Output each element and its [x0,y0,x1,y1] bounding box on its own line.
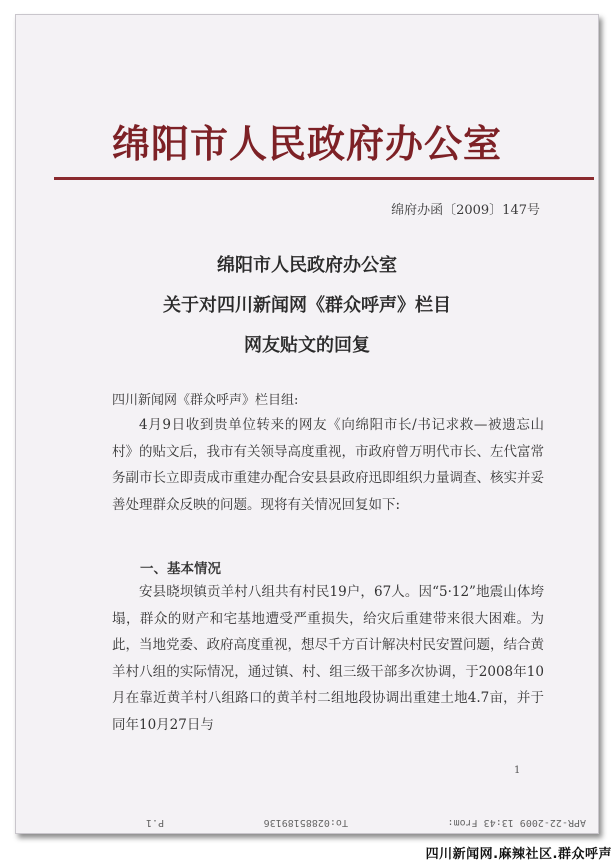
page-mark: 1 [514,765,521,776]
issuer-title: 绵阳市人民政府办公室 [111,122,502,166]
title-divider [54,177,594,180]
document-number: 绵府办函〔2009〕147号 [391,203,540,218]
section-heading-basic: 一、基本情况 [140,561,221,577]
paragraph-basic-situation: 安县晓坝镇贡羊村八组共有村民19户，67人。因“5·12”地震山体垮塌，群众的财产和宅基地遭受严重损失，给灾后重建带来很大困难。为此，当地党委、政府高度重视，想尽千方百计解决村民安置问题，结合黄羊村八组的实际情况，通过镇、村、组三级干部多次协调，于2008年10月在靠近黄羊村八组路口的黄羊村二组地段协调出重建土地4.7亩，并于同年10月27日与 [112,584,544,733]
subtitle-line-3: 网友贴文的回复 [244,335,370,356]
fax-page: P.1 [146,817,165,828]
subtitle-line-1: 绵阳市人民政府办公室 [217,255,397,276]
paragraph-intro: 4月9日收到贵单位转来的网友《向绵阳市长/书记求救—被遗忘山村》的贴文后，我市有关领导高度重视，市政府曾万明代市长、左代富常务副市长立即责成市重建办配合安县县政府迅即组织力量调查、核实并妥善处理群众反映的问题。现将有关情况回复如下: [112,417,544,513]
subtitle-line-2: 关于对四川新闻网《群众呼声》栏目 [163,295,451,316]
source-watermark: 四川新闻网.麻辣社区.群众呼声 [425,847,612,862]
fax-to-number: To:028851891​36 [263,817,348,828]
fax-date-from: APR-22-2009 13:43 From: [447,817,586,828]
document-page [15,14,599,834]
salutation: 四川新闻网《群众呼声》栏目组: [112,393,299,408]
fax-header-line [146,817,586,828]
